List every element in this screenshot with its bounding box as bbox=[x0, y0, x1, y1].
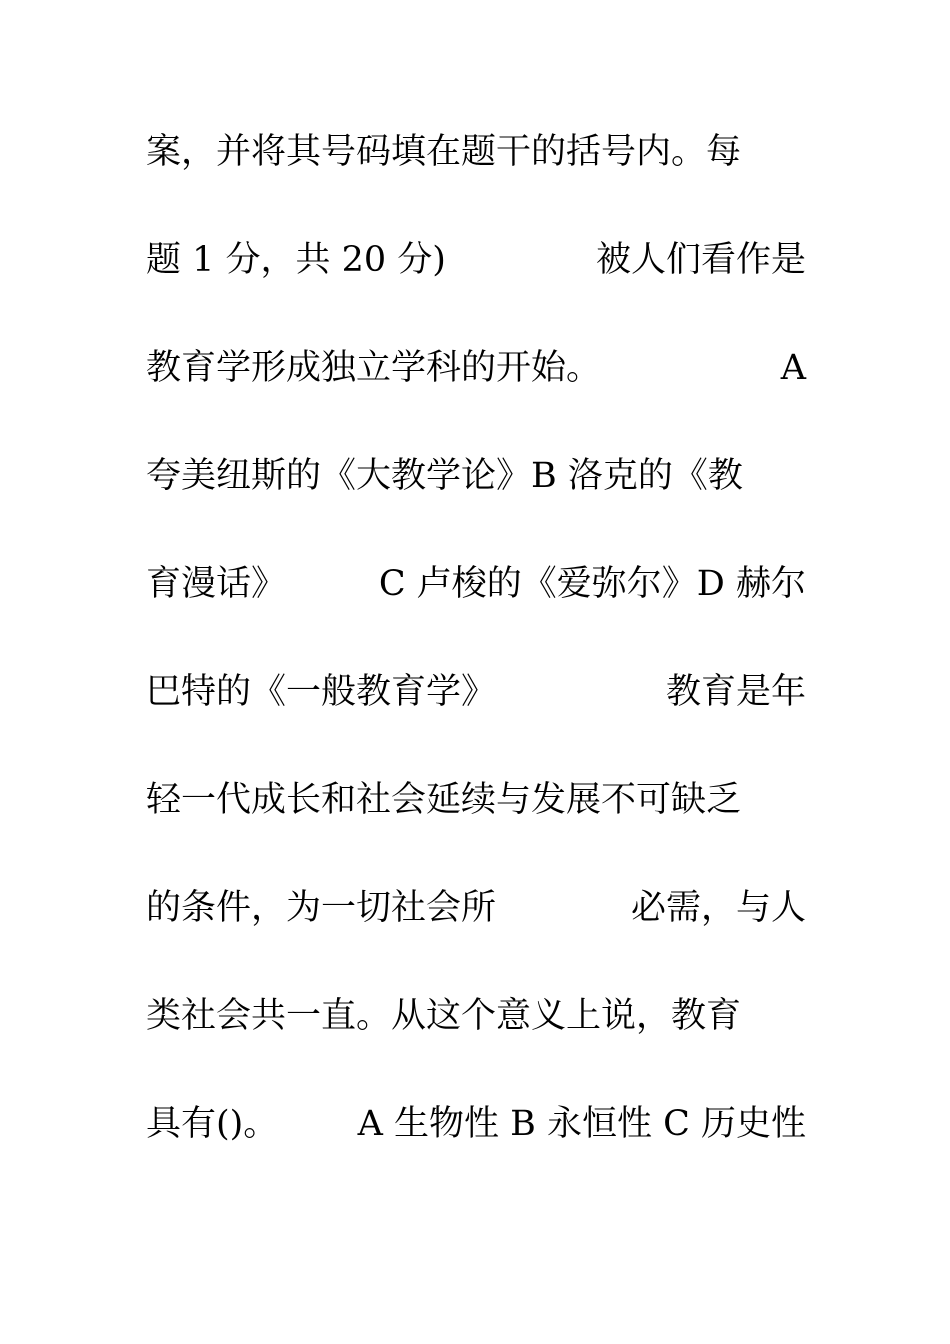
text-line-1 bbox=[146, 120, 806, 228]
text-segment: 教育是年 bbox=[665, 672, 806, 712]
text-segment: 轻一代成长和社会延续与发展不可缺乏 bbox=[146, 780, 742, 820]
document-text bbox=[146, 120, 806, 1200]
text-line-5 bbox=[146, 552, 806, 660]
text-segment: 夸美纽斯的《大教学论》B 洛克的《教 bbox=[146, 456, 743, 496]
text-segment: A bbox=[780, 348, 806, 388]
text-line-8 bbox=[146, 876, 806, 984]
text-segment: 具有()。 bbox=[146, 1104, 279, 1144]
text-segment: 育漫话》 bbox=[146, 564, 287, 604]
text-segment: 题 1 分，共 20 分) bbox=[146, 240, 446, 280]
text-segment: 案，并将其号码填在题干的括号内。每 bbox=[146, 132, 742, 172]
text-line-7 bbox=[146, 768, 806, 876]
text-segment: 类社会共一直。从这个意义上说，教育 bbox=[146, 996, 742, 1036]
text-line-2 bbox=[146, 228, 806, 336]
text-line-9 bbox=[146, 984, 806, 1092]
text-line-3 bbox=[146, 336, 806, 444]
text-segment: 被人们看作是 bbox=[595, 240, 806, 280]
text-segment: C 卢梭的《爱弥尔》D 赫尔 bbox=[378, 564, 806, 604]
text-segment: 巴特的《一般教育学》 bbox=[146, 672, 497, 712]
text-segment: A 生物性 B 永恒性 C 历史性 bbox=[357, 1104, 806, 1144]
text-line-10 bbox=[146, 1092, 806, 1200]
text-line-6 bbox=[146, 660, 806, 768]
text-segment: 的条件，为一切社会所 bbox=[146, 888, 497, 928]
text-segment: 教育学形成独立学科的开始。 bbox=[146, 348, 602, 388]
text-segment: 必需，与人 bbox=[630, 888, 806, 928]
text-line-4 bbox=[146, 444, 806, 552]
